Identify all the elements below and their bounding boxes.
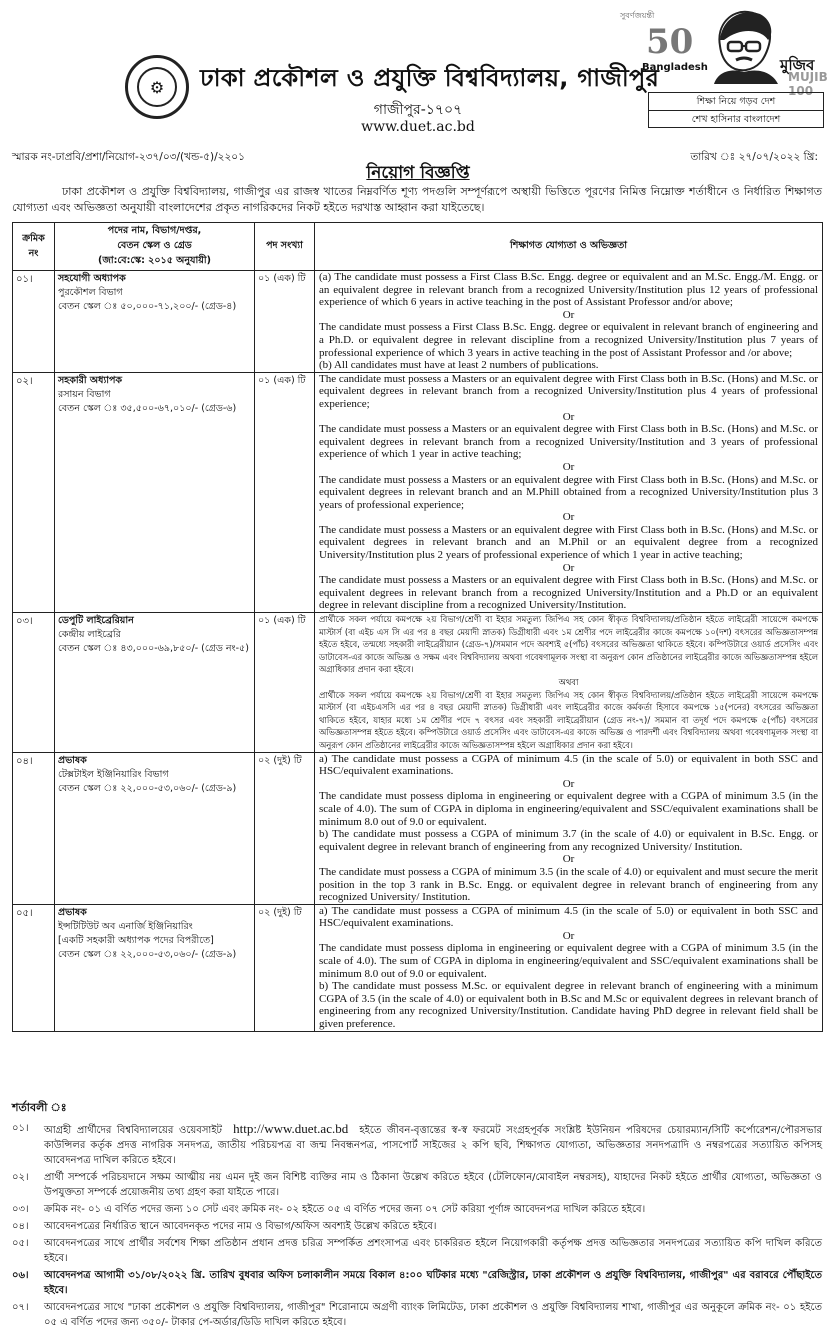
qualification-text: b) The candidate must possess a CGPA of minimum 3.7 (in the scale of 4.0) or equivalent in B.Sc. Engg. or equivalent degree in relevant branch of engineering from any recognized University/ Institution. bbox=[319, 828, 818, 853]
country-label: Bangladesh bbox=[642, 62, 708, 73]
post-dept: কেন্দ্রীয় লাইব্রেরি bbox=[58, 629, 121, 641]
terms-heading: শর্তাবলী ঃ bbox=[12, 1101, 67, 1114]
table-row bbox=[13, 904, 823, 1031]
row-serial: ০১। bbox=[13, 271, 55, 373]
term-text: আবেদনপত্রের সাথে প্রার্থীর সর্বশেষ শিক্ষা প্রতিষ্ঠান প্রধান প্রদত্ত চরিত্র সম্পর্কিত প্রশংসাপত্র এবং চাকরিরত হইলে নিয়োগকারী কর্তৃপক্ষ প্রদত্ত অভিজ্ঞতার সনদপত্রের সত্যায়িত কপি দাখিল করিতে হইবে। bbox=[44, 1238, 822, 1264]
or-separator: Or bbox=[562, 561, 575, 574]
post-name: সহকারী অধ্যাপক bbox=[58, 374, 123, 386]
mujib-100-label: MUJIB 100 bbox=[788, 70, 828, 98]
term-number: ০৭। bbox=[12, 1302, 29, 1313]
table-row bbox=[13, 271, 823, 373]
post-name: প্রভাষক bbox=[58, 906, 87, 918]
qualification-text: প্রার্থীকে সকল পর্যায়ে কমপক্ষে ২য় বিভাগ/শ্রেণী বা ইহার সমতুল্য জিপিএ সহ কোন স্বীকৃত বিশ্ববিদ্যালয়/প্রতিষ্ঠান হইতে লাইব্রেরী সায়েন্সে কমপক্ষে মাস্টার্স (বা এইচ এস সি এর পর ৪ বছর মেয়াদী স্নাতক) ডিগ্রীধারী এবং ১ম শ্রেণীর পদে লাইব্রেরীর কাজে কমপক্ষে ১০(দশ) বৎসরের অভিজ্ঞতাসম্পন্ন হইতে হইবে, তন্মধ্যে সহকারী লাইব্রেরীয়ান (গ্রেড-৭)/সমমান পদে অবশ্যই ৫(পাঁচ) বৎসরের অভিজ্ঞতা থাকিতে হইবে। কম্পিউটারে ওয়ার্ড প্রসেসিং এবং ডাটাবেস-এর কাজে অভিজ্ঞ ও সক্ষম এবং বিশ্ববিদ্যালয় অথবা গবেষণামূলক সংস্থা বা অনুরূপ কোন প্রতিষ্ঠানের লাইব্রেরীর কাজে অভিজ্ঞতাসম্পন্ন হইলে অগ্রাধিকার প্রদান করা হইবে। bbox=[319, 614, 818, 675]
university-name: ঢাকা প্রকৌশল ও প্রযুক্তি বিশ্ববিদ্যালয়, গাজীপুর bbox=[200, 64, 660, 92]
row-serial: ০৩। bbox=[13, 613, 55, 753]
post-dept: ইন্সটিটিউট অব এনার্জি ইঞ্জিনিয়ারিং bbox=[58, 920, 193, 932]
jubilee-50-icon: 50 bbox=[646, 22, 694, 62]
slogan-box bbox=[648, 92, 824, 128]
col-header-post-line: বেতন স্কেল ও গ্রেড bbox=[117, 240, 192, 251]
row-post bbox=[55, 613, 255, 753]
term-item bbox=[12, 1219, 822, 1234]
qualification-text: The candidate must possess a Masters or an equivalent degree with First Class both in B.Sc. (Hons) and M.Sc. or equivalent degrees in relevant branch from a recognized University/Institution and a Ph.D or an equivalent degree in relevant discipline from a recognized University/Institution. bbox=[319, 574, 818, 612]
or-separator: অথবা bbox=[558, 677, 579, 687]
row-count: ০২ (দুই) টি bbox=[255, 904, 315, 1031]
or-separator: Or bbox=[562, 511, 575, 524]
jubilee-label: সুবর্ণজয়ন্তী bbox=[620, 11, 655, 20]
row-qualification bbox=[315, 752, 823, 904]
post-extra: [একটি সহকারী অধ্যাপক পদের বিপরীতে] bbox=[58, 934, 214, 946]
row-serial: ০৫। bbox=[13, 904, 55, 1031]
term-number: ০৪। bbox=[12, 1221, 29, 1232]
row-qualification bbox=[315, 372, 823, 612]
or-separator: Or bbox=[562, 929, 575, 942]
or-separator: Or bbox=[562, 460, 575, 473]
qualification-text: The candidate must possess a First Class B.Sc. Engg. degree or equivalent in relevant branch of engineering and a Ph.D. or equivalent degree in relevant discipline from a recognized University/Institution plus 7 years of professional experience of which 3 years in active teaching in the post of Assistant Professor and /or above; bbox=[319, 321, 818, 359]
qualification-text: The candidate must possess diploma in engineering or equivalent degree with a CGPA of minimum 3.5 (in the scale of 4.0). The sum of CGPA in diploma in engineering/equivalent and SSC/equivalent examinations shall be minimum 8.0 out of 9.0 or equivalent. bbox=[319, 942, 818, 980]
row-count: ০২ (দুই) টি bbox=[255, 752, 315, 904]
row-qualification bbox=[315, 613, 823, 753]
golden-jubilee-mujib-100-emblem bbox=[592, 6, 832, 98]
post-name: সহযোগী অধ্যাপক bbox=[58, 273, 126, 284]
term-number: ০২। bbox=[12, 1172, 29, 1183]
term-text-post: হইতে জীবন-বৃত্তান্তের স্ব-স্ব ফরমেট সংগ্রহপূর্বক সংশ্লিষ্ট ইউনিয়ন পরিষদের চেয়ারম্যান/সিটি কর্পোরেশন/পৌরসভার কাউন্সিলর কর্তৃক প্রদত্ত নাগরিক সনদপত্র, জাতীয় পরিচয়পত্র বা জন্ম নিবন্ধনপত্র, পাসপোর্ট সাইজের ২ কপি ছবি, শিক্ষাগত যোগ্যতা, অভিজ্ঞতার সনদপত্রাদি ও নম্বরপত্রের সত্যায়িত কপিসহ আবেদনপত্র দাখিল করিতে হইবে। bbox=[44, 1125, 823, 1166]
post-scale: বেতন স্কেল ঃ ৪৩,০০০-৬৯,৮৫০/- (গ্রেড নং-৫) bbox=[58, 643, 249, 655]
row-post bbox=[55, 271, 255, 373]
row-qualification bbox=[315, 904, 823, 1031]
term-text: আবেদনপত্র আগামী ৩১/০৮/২০২২ খ্রি. তারিখ বুধবার অফিস চলাকালীন সময়ে বিকাল ৪:০০ ঘটিকার মধ্যে "রেজিস্ট্রার, ঢাকা প্রকৌশল ও প্রযুক্তি বিশ্ববিদ্যালয়, গাজীপুর" এর বরাবরে পৌঁছাইতে হইবে। bbox=[44, 1270, 822, 1296]
post-dept: টেক্সটাইল ইঞ্জিনিয়ারিং বিভাগ bbox=[58, 768, 169, 780]
post-name: ডেপুটি লাইব্রেরিয়ান bbox=[58, 615, 134, 627]
row-post bbox=[55, 904, 255, 1031]
qualification-text: b) The candidate must possess M.Sc. or equivalent degree in relevant branch of engineering with a minimum CGPA of 3.5 (in the scale of 4.0) or equivalent both in B.Sc and M.Sc or equivalent degrees in relevant branch of engineering from any recognized University/Institution. Candidate having PhD degree in relevant field shall be given preference. bbox=[319, 980, 818, 1031]
or-separator: Or bbox=[562, 777, 575, 790]
table-row bbox=[13, 372, 823, 612]
table-row bbox=[13, 752, 823, 904]
term-text: আবেদনপত্রের সাথে "ঢাকা প্রকৌশল ও প্রযুক্তি বিশ্ববিদ্যালয়, গাজীপুর" শিরোনামে অগ্রণী ব্যাংক লিমিটেড, ঢাকা প্রকৌশল ও প্রযুক্তি বিশ্ববিদ্যালয় শাখা, গাজীপুর এর অনুকূলে ক্রমিক নং- ০১ হইতে ০৫ এ বর্ণিত পদের জন্য ৩৫০/- টাকার পে-অর্ডার/ডিডি দাখিল করিতে হইবে। bbox=[44, 1302, 822, 1328]
slogan-line: শেখ হাসিনার বাংলাদেশ bbox=[649, 110, 823, 128]
terms-section bbox=[12, 1100, 822, 1332]
mujib-label: মুজিব bbox=[780, 56, 815, 74]
issue-date: তারিখ ঃ ২৭/০৭/২০২২ খ্রি: bbox=[690, 151, 818, 163]
post-dept: রসায়ন বিভাগ bbox=[58, 388, 111, 400]
notice-intro: ঢাকা প্রকৌশল ও প্রযুক্তি বিশ্ববিদ্যালয়, গাজীপুর এর রাজস্ব খাতের নিম্নবর্ণিত শূণ্য পদগুলি সম্পূর্ণরূপে অস্থায়ী ভিত্তিতে পূরণের নিমিত্ত নিম্নোক্ত শর্তাধীনে ও নির্ধারিত শিক্ষাগত যোগ্যতা এবং অভিজ্ঞতা অনুযায়ী বাংলাদেশের প্রকৃত নাগরিকদের নিকট হইতে দরখাস্ত আহ্বান করা যাইতেছে। bbox=[12, 185, 822, 214]
table-row bbox=[13, 613, 823, 753]
row-count: ০১ (এক) টি bbox=[255, 613, 315, 753]
col-header-post bbox=[55, 223, 255, 271]
row-count: ০১ (এক) টি bbox=[255, 372, 315, 612]
letterhead bbox=[0, 0, 836, 175]
post-scale: বেতন স্কেল ঃ ৩৫,৫০০-৬৭,০১০/- (গ্রেড-৬) bbox=[58, 402, 237, 414]
row-serial: ০২। bbox=[13, 372, 55, 612]
term-item bbox=[12, 1170, 822, 1200]
notice-title: নিয়োগ বিজ্ঞপ্তি bbox=[366, 163, 470, 183]
row-qualification bbox=[315, 271, 823, 373]
post-name: প্রভাষক bbox=[58, 754, 87, 766]
qualification-text: (b) All candidates must have at least 2 numbers of publications. bbox=[319, 359, 599, 372]
term-number: ০৩। bbox=[12, 1204, 29, 1215]
qualification-text: The candidate must possess a Masters or an equivalent degree with First Class both in B.Sc. (Hons) and M.Sc. or equivalent degrees in relevant branch from a recognized University/Institution plus 4 years of professional experience; bbox=[319, 372, 818, 410]
col-header-qualification: শিক্ষাগত যোগ্যতা ও অভিজ্ঞতা bbox=[315, 223, 823, 271]
term-item bbox=[12, 1300, 822, 1330]
slogan-line: শিক্ষা নিয়ে গড়ব দেশ bbox=[696, 96, 776, 107]
post-dept: পুরকৌশল বিভাগ bbox=[58, 287, 123, 298]
row-serial: ০৪। bbox=[13, 752, 55, 904]
or-separator: Or bbox=[562, 853, 575, 866]
term-item bbox=[12, 1121, 822, 1168]
website-link[interactable]: http://www.duet.ac.bd bbox=[233, 1121, 349, 1136]
qualification-text: a) The candidate must possess a CGPA of minimum 4.5 (in the scale of 5.0) or equivalent in both SSC and HSC/equivalent examinations. bbox=[319, 904, 818, 930]
qualification-text: a) The candidate must possess a CGPA of minimum 4.5 (in the scale of 5.0) or equivalent in both SSC and HSC/equivalent examinations. bbox=[319, 752, 818, 778]
col-header-count: পদ সংখ্যা bbox=[255, 223, 315, 271]
or-separator: Or bbox=[562, 308, 575, 321]
or-separator: Or bbox=[562, 410, 575, 423]
website-link[interactable]: www.duet.ac.bd bbox=[361, 119, 475, 135]
qualification-text: The candidate must possess a Masters or an equivalent degree with First Class both in B.Sc. (Hons) and M.Sc. or equivalent degrees in relevant branch and an M.Phill obtained from a recognized University/Institution plus 3 years of professional experience; bbox=[319, 473, 818, 511]
term-item bbox=[12, 1268, 822, 1298]
row-count: ০১ (এক) টি bbox=[255, 271, 315, 373]
term-number: ০৬। bbox=[12, 1270, 29, 1281]
term-text: আবেদনপত্রের নির্ধারিত স্থানে আবেদনকৃত পদের নাম ও বিভাগ/অফিস অবশ্যই উল্লেখ করিতে হইবে। bbox=[44, 1221, 437, 1232]
col-header-serial: ক্রমিক নং bbox=[13, 223, 55, 271]
row-post bbox=[55, 372, 255, 612]
term-number: ০৫। bbox=[12, 1238, 29, 1249]
qualification-text: (a) The candidate must possess a First Class B.Sc. Engg. degree or equivalent and an M.Sc. Engg./M. Engg. or an equivalent degree in relevant branch from a recognized University/Institution plus 12 years of professional experience of which 6 years in active teaching in the post of Assistant Professor and/or above; bbox=[319, 271, 818, 309]
post-scale: বেতন স্কেল ঃ ৫০,০০০-৭১,২০০/- (গ্রেড-৪) bbox=[58, 301, 237, 312]
term-text: প্রার্থী সম্পর্কে পরিচয়দানে সক্ষম আত্মীয় নয় এমন দুই জন বিশিষ্ট ব্যক্তির নাম ও ঠিকানা উল্লেখ করিতে হইবে (টেলিফোন/মোবাইল নম্বরসহ), যাহাদের নিকট হইতে প্রার্থীর যোগ্যতা, অভিজ্ঞতা ও উপযুক্ততা সম্পর্কে প্রয়োজনীয় তথ্য গ্রহণ করা যাইতে পারে। bbox=[44, 1172, 822, 1198]
post-scale: বেতন স্কেল ঃ ২২,০০০-৫৩,০৬০/- (গ্রেড-৯) bbox=[58, 782, 237, 794]
qualification-text: The candidate must possess a Masters or an equivalent degree with First Class both in B.Sc. (Hons) and M.Sc. or equivalent degrees in relevant branch and an M.Phil or an equivalent degree from a recognized University/Institution plus 2 years of professional experience of which 1 year in active teaching; bbox=[319, 523, 818, 562]
university-seal-icon: ⚙ bbox=[125, 55, 189, 119]
term-number: ০১। bbox=[12, 1123, 29, 1134]
col-header-post-line: পদের নাম, বিভাগ/দপ্তর, bbox=[107, 225, 202, 236]
term-text bbox=[44, 1121, 822, 1168]
city-postcode: গাজীপুর-১৭০৭ bbox=[373, 102, 463, 118]
term-item bbox=[12, 1202, 822, 1217]
memo-number: স্মারক নং-ঢাপ্রবি/প্রশা/নিয়োগ-২৩৭/০৩/(খন্ড-৫)/২২০১ bbox=[12, 151, 245, 163]
term-text: ক্রমিক নং- ০১ এ বর্ণিত পদের জন্য ১০ সেট এবং ক্রমিক নং- ০২ হইতে ০৫ এ বর্ণিত পদের জন্য ০৭ সেট করিয়া পূর্ণাঙ্গ আবেদনপত্র দাখিল করিতে হইবে। bbox=[44, 1204, 646, 1215]
posts-table bbox=[12, 222, 823, 1032]
qualification-text: The candidate must possess a CGPA of minimum 3.5 (in the scale of 4.0) or equivalent and must secure the merit position in the top 3 rank in B.Sc. Engg. or equivalent degree in relevant branch of engineering from any recognized University/ Institution. bbox=[319, 865, 818, 904]
qualification-text: The candidate must possess diploma in engineering or equivalent degree with a CGPA of minimum 3.5 (in the scale of 4.0). The sum of CGPA in diploma in engineering/equivalent and SSC/equivalent examinations shall be minimum 8.0 out of 9.0 or equivalent. bbox=[319, 790, 818, 828]
row-post bbox=[55, 752, 255, 904]
term-item bbox=[12, 1236, 822, 1266]
portrait-icon bbox=[702, 6, 782, 84]
table-header-row bbox=[13, 223, 823, 271]
col-header-post-line: (জা:বে:স্কে: ২০১৫ অনুযায়ী) bbox=[98, 255, 211, 266]
post-scale: বেতন স্কেল ঃ ২২,০০০-৫৩,০৬০/- (গ্রেড-৯) bbox=[58, 948, 237, 960]
term-text-pre: আগ্রহী প্রার্থীদের বিশ্ববিদ্যালয়ের ওয়েবসাইট bbox=[44, 1125, 222, 1136]
qualification-text: প্রার্থীকে সকল পর্যায়ে কমপক্ষে ২য় বিভাগ/শ্রেণী বা ইহার সমতুল্য জিপিএ সহ কোন স্বীকৃত বিশ্ববিদ্যালয়/প্রতিষ্ঠান হইতে লাইব্রেরী সায়েন্সে কমপক্ষে মাস্টার্স (বা এইচএসসি এর পর ৪ বছর মেয়াদী স্নাতক) ডিগ্রীধারী এবং লাইব্রেরীর কাজে কর্মকর্তা হিসাবে কমপক্ষে ১৫(পনের) বৎসরের অভিজ্ঞতা থাকিতে হইবে, যাহার মধ্যে ১ম শ্রেণীর পদে ৭ বৎসর এবং সহকারী লাইব্রেরীয়ান (গ্রেড নং-৭)/ সমমান বা তদূর্ধ পদে কমপক্ষে ৫(পাঁচ) বৎসরের অভিজ্ঞতাসম্পন্ন হইতে হইবে। কম্পিউটারে ওয়ার্ড প্রসেসিং এবং ডাটাবেস-এর কাজে অভিজ্ঞ ও পারদর্শী এবং বিশ্ববিদ্যালয় অথবা গবেষণামূলক সংস্থা বা অনুরূপ কোন প্রতিষ্ঠানের লাইব্রেরীর কাজে অভিজ্ঞতাসম্পন্ন হইলে অগ্রাধিকার প্রদান করা হইবে। bbox=[319, 689, 818, 750]
qualification-text: The candidate must possess a Masters or an equivalent degree with First Class both in B.Sc. (Hons) and M.Sc. or equivalent degrees in relevant branch from a recognized University/Institution and 3 years of professional experience of which 1 year in active teaching; bbox=[319, 423, 818, 461]
